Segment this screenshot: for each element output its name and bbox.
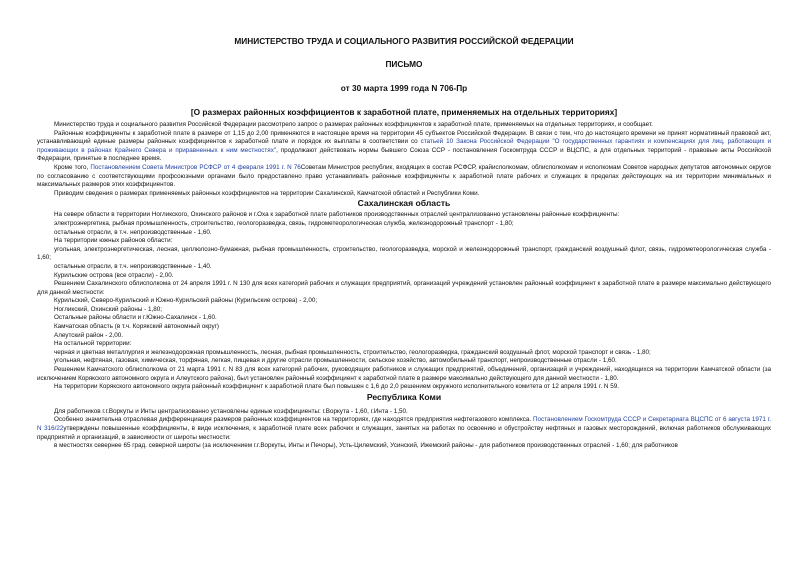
sakhalin-line-8: Решением Сахалинского облисполкома от 24 апреля 1991 г. N 130 для всех категорий рабочих и служащих предприятий, организаций учреждений установлен районный коэффициент к заработной плате в размере максимально действующего для данной местности: <box>37 280 771 296</box>
intro-paragraph-3 <box>37 164 771 190</box>
sakhalin-line-1: На севере области в территории Ногликского, Охинского районов и г.Оха к заработной плате работников производственных отраслей централизованно установлены районные коэффициенты: <box>54 211 620 219</box>
sakhalin-line-7: Курильские острова (все отрасли) - 2,00. <box>54 271 174 279</box>
sakhalin-line-15: черная и цветная металлургия и железнодорожная промышленность, лесная, рыбная промышленность, строительство, геологоразведка, гражданский воздушный флот, морской транспорт и связь - 1,80; <box>54 348 651 356</box>
goskomtrud-decree-316-link[interactable]: Постановлением Госкомтруда СССР и Секретариата ВЦСПС от 6 августа 1971 г. N 316/22 <box>37 416 771 432</box>
section-title-sakhalin: Сахалинская область <box>357 198 451 209</box>
komi-line-1: Для работников г.г.Воркуты и Инты централизованно установлены единые коэффициенты: г.Воркута - 1,60, г.Инта - 1,50. <box>54 407 408 415</box>
komi-line-2-text-a: Особенно значительна отраслевая дифференциация размеров районных коэффициентов на территориях, где находятся предприятия нефтегазового комплекса. <box>54 416 534 424</box>
intro-paragraph-2 <box>37 130 771 164</box>
date-number-heading: от 30 марта 1999 года N 706-Пр <box>340 83 468 93</box>
intro-paragraph-3-text-b: Советам Министров республик, входящих в состав РСФСР, крайисполкомам, облисполкомам и исполкомам Советов народных депутатов автономных округов по согласованию с соответствующими профсоюзными органами было предоставлено право устанавливать районные коэффициенты к заработной плате рабочих и служащих в пределах действующих на их территории минимальных и максимальных размеров этих коэффициентов. <box>37 163 771 189</box>
sakhalin-line-11: Остальные районы области и г.Южно-Сахалинск - 1,60. <box>54 314 217 322</box>
sakhalin-line-2: электроэнергетика, рыбная промышленность, строительство, геологоразведка, связь, гидрометеорологическая служба, железнодорожный транспорт - 1,80; <box>54 219 514 227</box>
komi-line-3: в местностях севернее 65 град. северной широты (за исключением г.г.Воркуты, Инты и Печоры), Усть-Цилемский, Усинский, Ижемский районы - для работников производственных отраслей - 1,60; для работников <box>54 442 678 450</box>
sakhalin-line-18: На территории Корякского автономного округа районный коэффициент к заработной плате был повышен с 1,6 до 2,0 решением окружного исполнительного комитета от 12 апреля 1991 г. N 59. <box>54 383 619 391</box>
komi-line-2-text-b: утверждены повышенные коэффициенты, в виде исключения, к заработной плате всех рабочих и служащих, занятых на работах по освоению и обустройству нефтяных и газовых месторождений, включая работников обслуживающих предприятий и организаций, в зависимости от широты местности: <box>37 425 771 441</box>
ministry-heading: МИНИСТЕРСТВО ТРУДА И СОЦИАЛЬНОГО РАЗВИТИЯ РОССИЙСКОЙ ФЕДЕРАЦИИ <box>234 36 574 46</box>
sakhalin-line-9: Курильский, Северо-Курильский и Южно-Курильский районы (Курильские острова) - 2,00; <box>54 297 318 305</box>
sakhalin-line-5: угольная, электроэнергетическая, лесная, целлюлозно-бумажная, рыбная промышленность, строительство, геологоразведка, морской и железнодорожный транспорт, гражданский воздушный флот, связь, гидрометеорологическая служба - 1,60; <box>37 245 771 262</box>
sakhalin-line-13: Алеутский район - 2,00. <box>54 331 124 339</box>
intro-paragraph-2-text-a: Районные коэффициенты к заработной плате в размере от 1,15 до 2,00 применяются в настоящее время на территории 45 субъектов Российской Федерации. В связи с тем, что до настоящего времени не принят нормативный правовой акт, устанавливающий единые размеры районных коэффициентов к заработной плате и порядок их выплаты в соответствии со <box>37 129 771 146</box>
sakhalin-line-14: На остальной территории: <box>54 340 132 348</box>
section-title-komi: Республика Коми <box>366 391 442 402</box>
sakhalin-line-10: Ногликский, Охинский районы - 1,80; <box>54 305 162 313</box>
sovmin-decree-76-link[interactable]: Постановлением Совета Министров РСФСР от 4 февраля 1991 г. N 76 <box>90 163 301 171</box>
law-article-10-link[interactable]: статьей 10 Закона Российской Федерации "О государственных гарантиях и компенсациях для лиц, работающих и проживающих в районах Крайнего Севера и приравненных к ним местностях" <box>37 138 771 154</box>
sakhalin-line-16: угольная, нефтяная, газовая, химическая, торфяная, легкая, пищевая и другие отрасли промышленности, сельское хозяйство, автомобильный транспорт, непроизводственные отрасли - 1,60. <box>54 357 617 365</box>
intro-paragraph-1: Министерство труда и социального развития Российской Федерации рассмотрело запрос о размерах районных коэффициентов к заработной плате, применяемых на отдельных территориях, и сообщает. <box>54 121 653 128</box>
sakhalin-line-3: остальные отрасли, в т.ч. непроизводственные - 1,60. <box>54 228 212 236</box>
komi-line-2 <box>37 416 771 442</box>
doc-type-heading: ПИСЬМО <box>385 59 423 69</box>
sakhalin-line-6: остальные отрасли, в т.ч. непроизводственные - 1,40. <box>54 262 212 270</box>
intro-paragraph-3-text-a: Кроме того, <box>54 163 91 171</box>
intro-paragraph-2-text-b: , продолжают действовать нормы бывшего Союза ССР - постановления Госкомтруда СССР и ВЦСПС, а для отдельных территорий - правовые акты Российской Федерации, принятые в последнее время. <box>37 146 771 163</box>
subject-heading: [О размерах районных коэффициентов к заработной плате, применяемых на отдельных территориях] <box>190 107 618 117</box>
intro-paragraph-4: Приводим сведения о размерах применяемых районных коэффициентов на территории Сахалинской, Камчатской областей и Республики Коми. <box>54 189 480 197</box>
sakhalin-line-17: Решением Камчатского облисполкома от 21 марта 1991 г. N 83 для всех категорий рабочих, руководящих работников и служащих предприятий, объединений, организаций и учреждений, находящихся на территории Камчатской области (за исключением Корякского автономного округа и Алеутского района), был установлен районный коэффициент к заработной плате в размере максимально действующего для данной местности - 1,80. <box>37 366 771 382</box>
sakhalin-line-12: Камчатская область (в т.ч. Корякский автономный округ) <box>54 323 219 331</box>
sakhalin-line-4: На территории южных районов области: <box>54 237 173 245</box>
